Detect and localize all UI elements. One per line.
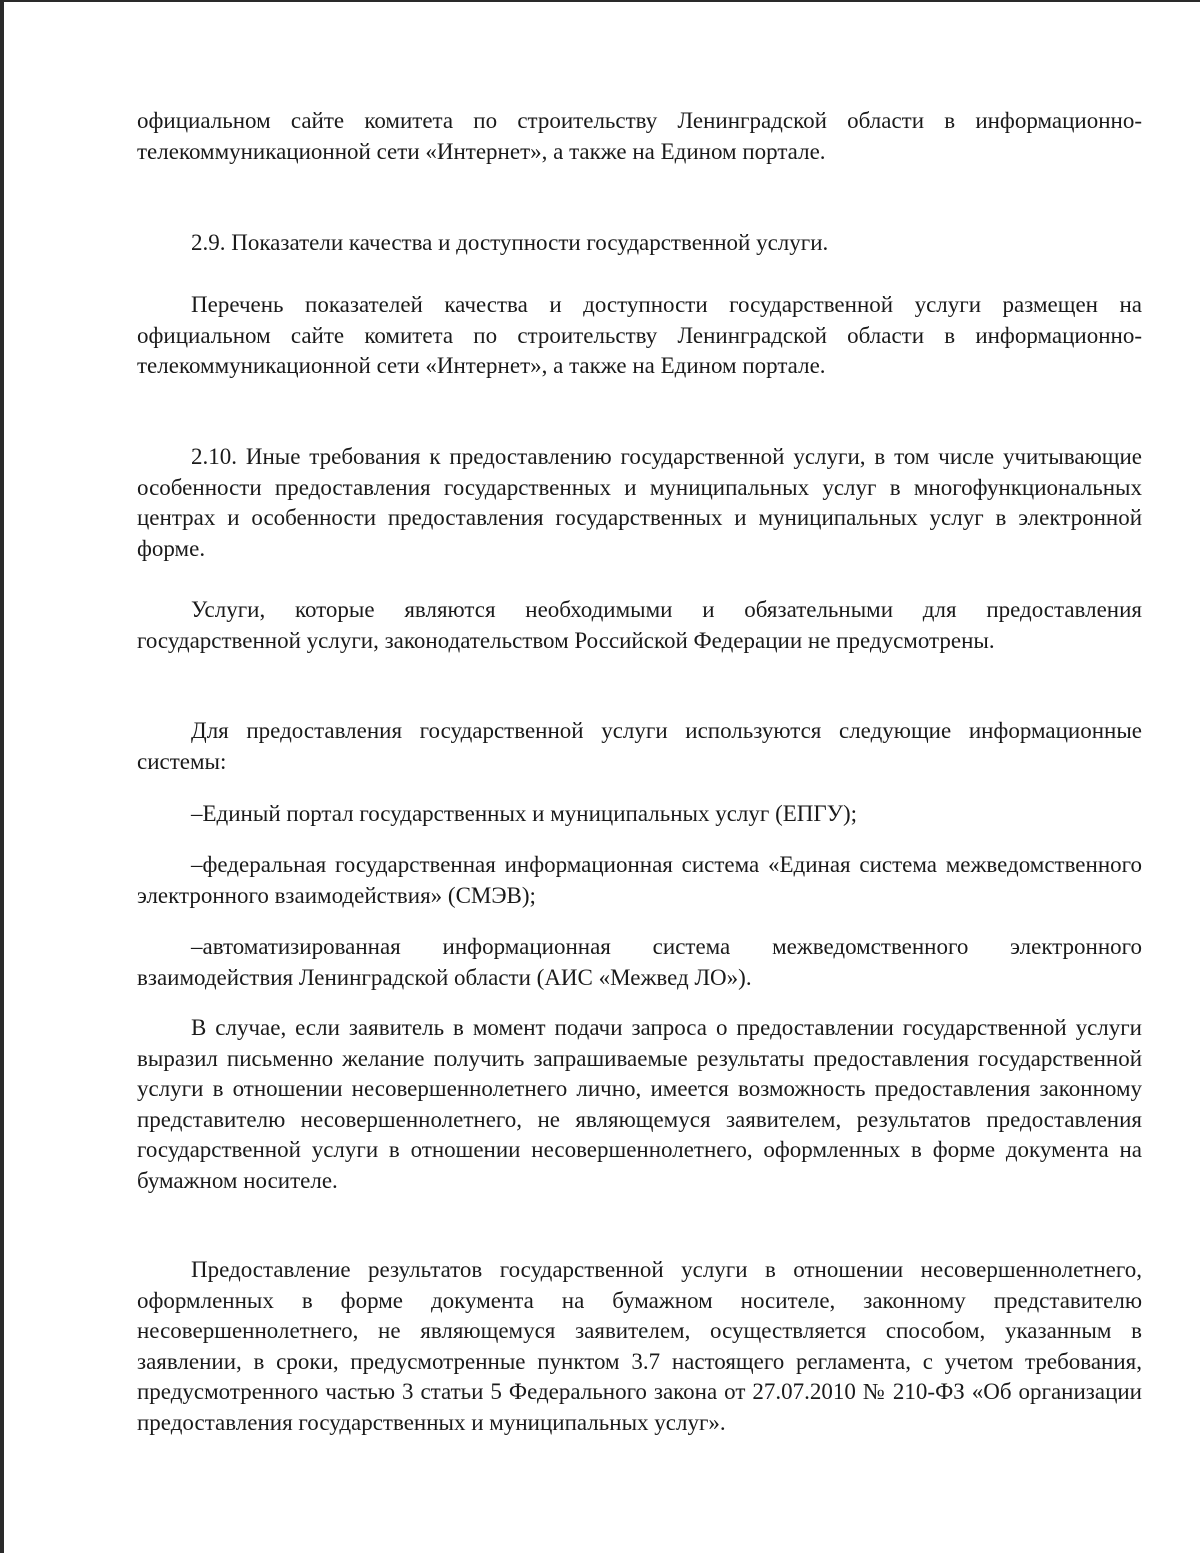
list-item-smev: –федеральная государственная информационная система «Единая система межведомственного электронного взаимодействия» (СМЭВ); — [137, 852, 1142, 908]
section-heading-2-9: 2.9. Показатели качества и доступности государственной услуги. — [191, 230, 829, 255]
paragraph-minor-results: В случае, если заявитель в момент подачи запроса о предоставлении государственной услуги выразил письменно желание получить запрашиваемые результаты предоставления государственной услуги в отношении несовершеннолетнего лично, имеется возможность предоставления законному представителю несовершеннолетнего, не являющемуся заявителем, результатов предоставления государственной услуги в отношении несовершеннолетнего, оформленных в форме документа на бумажном носителе. — [137, 1015, 1142, 1193]
list-item-epgu: –Единый портал государственных и муниципальных услуг (ЕПГУ); — [191, 801, 858, 826]
paragraph-continuation: официальном сайте комитета по строительству Ленинградской области в информационно-телекоммуникационной сети «Интернет», а также на Едином портале. — [137, 108, 1142, 164]
list-item-ais-mezhved: –автоматизированная информационная система межведомственного электронного взаимодействия Ленинградской области (АИС «Межвед ЛО»). — [137, 934, 1142, 990]
paragraph-information-systems: Для предоставления государственной услуги используются следующие информационные системы: — [137, 718, 1142, 774]
paragraph-quality-indicators: Перечень показателей качества и доступности государственной услуги размещен на официальном сайте комитета по строительству Ленинградской области в информационно-телекоммуникационной сети «Интернет», а также на Едином портале. — [137, 292, 1142, 378]
paragraph-required-services: Услуги, которые являются необходимыми и обязательными для предоставления государственной услуги, законодательством Российской Федерации не предусмотрены. — [137, 597, 1142, 653]
paragraph-results-delivery: Предоставление результатов государственной услуги в отношении несовершеннолетнего, оформленных в форме документа на бумажном носителе, законному представителю несовершеннолетнего, не являющемуся заявителем, осуществляется способом, указанным в заявлении, в сроки, предусмотренные пунктом 3.7 настоящего регламента, с учетом требования, предусмотренного частью 3 статьи 5 Федерального закона от 27.07.2010 № 210-ФЗ «Об организации предоставления государственных и муниципальных услуг». — [137, 1257, 1142, 1435]
section-heading-2-10: 2.10. Иные требования к предоставлению государственной услуги, в том числе учитывающие особенности предоставления государственных и муниципальных услуг в многофункциональных центрах и особенности предоставления государственных и муниципальных услуг в электронной форме. — [137, 444, 1142, 561]
